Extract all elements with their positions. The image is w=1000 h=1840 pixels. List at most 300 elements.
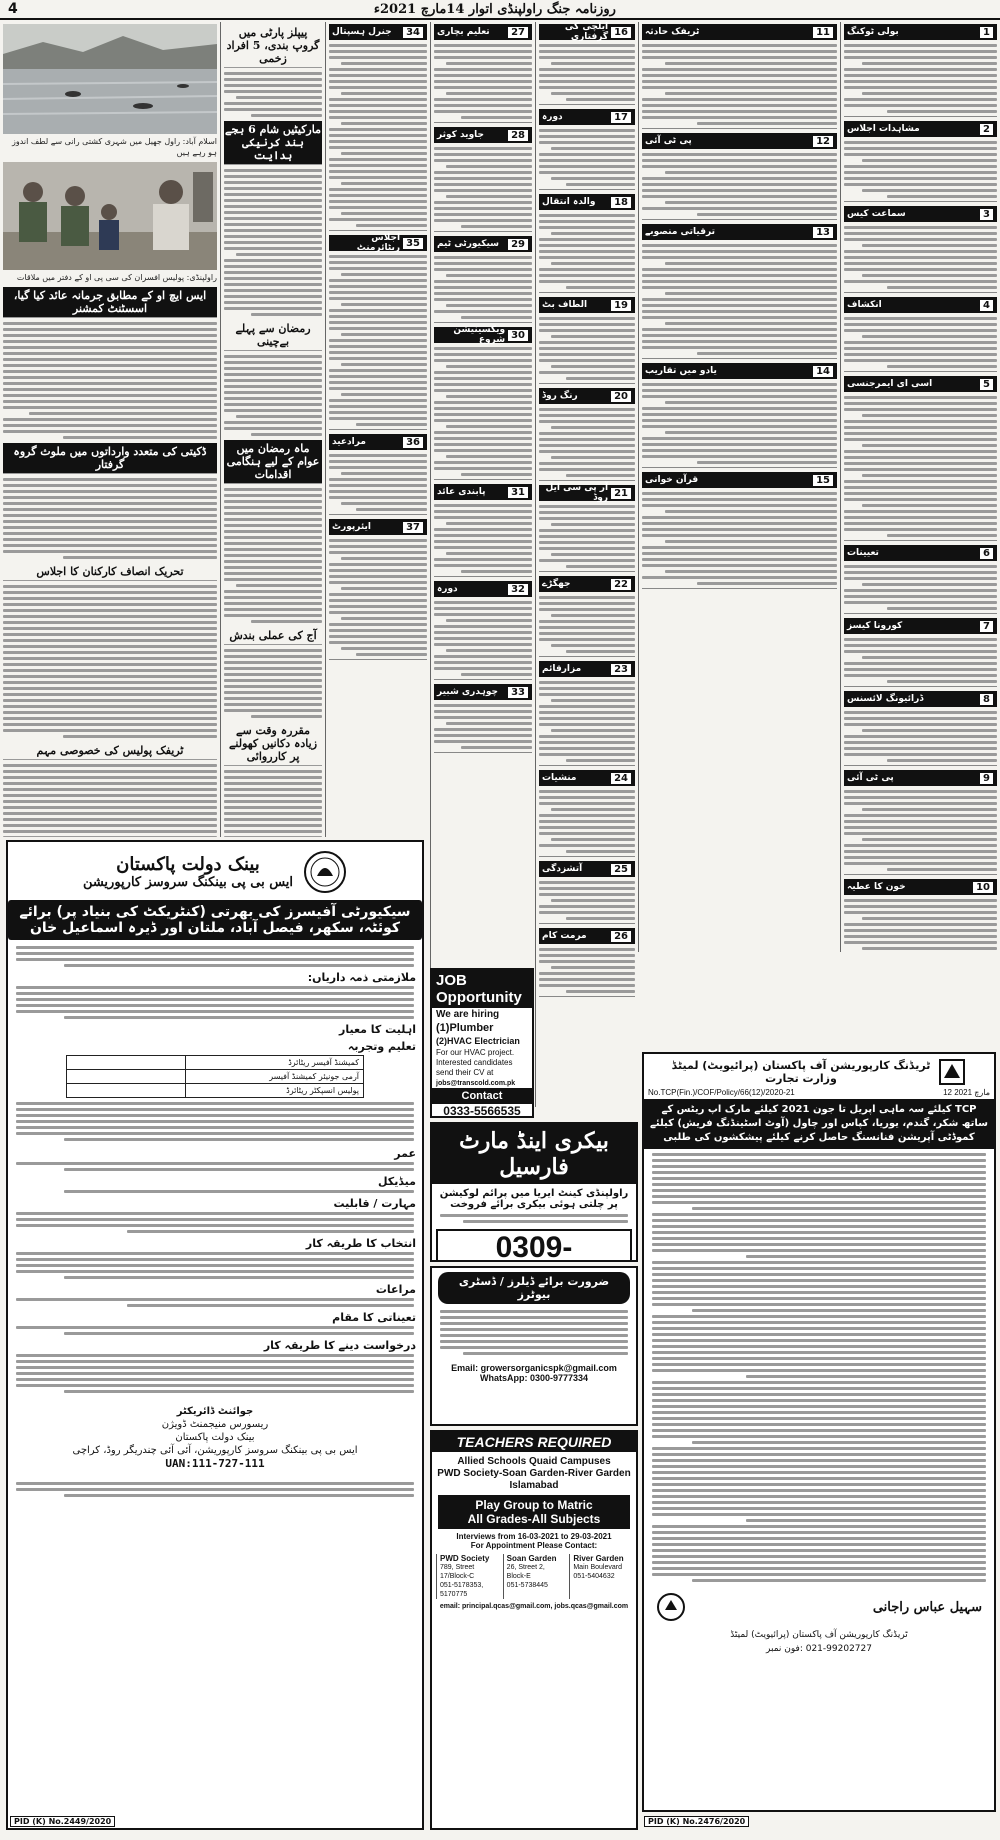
job-contact-label: Contact — [432, 1088, 532, 1104]
news-story — [844, 691, 997, 766]
story-title: آتشزدگی — [542, 864, 583, 874]
article-text — [224, 353, 322, 436]
table-cell: کمیشنڈ آفیسر ریٹائرڈ — [185, 1056, 363, 1070]
article-text — [3, 320, 217, 439]
story-text — [539, 42, 635, 101]
article-text — [224, 70, 322, 117]
tcp-phone: 021-99202727 :فون نمبر — [766, 1644, 872, 1654]
story-number: 14 — [812, 365, 834, 378]
news-column-4 — [430, 22, 535, 982]
story-number: 25 — [610, 863, 632, 876]
ad-text — [8, 1162, 422, 1171]
story-header — [539, 861, 635, 877]
story-header — [434, 581, 532, 597]
teachers-email[interactable]: email: principal.qcas@gmail.com, jobs.qcas@gmail.com — [439, 1603, 629, 1610]
story-title: رنگ روڈ — [542, 391, 578, 401]
story-text — [642, 490, 837, 585]
bakery-text: راولپنڈی کینٹ ایریا میں پرائم لوکیشن پر چلتی ہوئی بیکری برائے فروخت — [439, 1188, 629, 1210]
news-column-3 — [535, 22, 638, 1107]
grades-range: Play Group to Matric — [475, 1498, 593, 1512]
news-story — [434, 236, 532, 323]
article-text — [224, 647, 322, 718]
news-story — [844, 618, 997, 687]
story-title: مرمت کام — [542, 931, 587, 941]
headline-2: مارکیٹیں شام 6 بجے بند کرنیکی ہدایت — [224, 121, 322, 165]
story-text — [844, 897, 997, 952]
news-story — [539, 861, 635, 924]
sbp-name: بینک دولت پاکستان — [175, 1432, 255, 1443]
news-story — [539, 297, 635, 384]
story-title: سماعت کیس — [847, 209, 906, 219]
story-text — [434, 145, 532, 228]
article-text — [3, 476, 217, 559]
story-text — [844, 139, 997, 198]
story-text — [642, 381, 837, 464]
story-header — [844, 618, 997, 634]
story-number: 23 — [610, 663, 632, 676]
story-number: 16 — [610, 26, 632, 39]
story-number: 29 — [507, 238, 529, 251]
story-title: جاوید کوثر — [437, 130, 485, 140]
ad-text — [8, 946, 422, 967]
story-header — [539, 24, 635, 40]
news-story — [844, 376, 997, 541]
story-text — [434, 42, 532, 119]
story-text — [642, 42, 837, 125]
campus-phone: 051-5738445 — [506, 1582, 548, 1589]
news-story — [539, 770, 635, 857]
story-number: 37 — [402, 521, 424, 534]
story-text — [434, 502, 532, 573]
bakery-sale-ad — [430, 1122, 638, 1262]
story-number: 6 — [979, 547, 994, 560]
story-text — [539, 594, 635, 653]
ad-text — [8, 1212, 422, 1233]
dealer-email[interactable]: Email: growersorganicspk@gmail.com — [451, 1363, 617, 1373]
story-title: الطاف بٹ — [542, 300, 588, 310]
sec-medical: میڈیکل — [377, 1175, 416, 1188]
news-column-6 — [220, 22, 325, 837]
story-text — [539, 503, 635, 568]
story-title: دورہ — [437, 584, 458, 594]
story-header — [844, 770, 997, 786]
story-title: دورہ — [542, 112, 563, 122]
dealers-ad — [430, 1266, 638, 1426]
sec-benefits: مراعات — [375, 1283, 416, 1296]
sec-posting: تعیناتی کا مقام — [332, 1311, 416, 1324]
job-description: For our HVAC project. Interested candidates send their CV at — [436, 1048, 515, 1077]
story-header — [539, 388, 635, 404]
bakery-title: بیکری اینڈ مارٹ فارسیل — [432, 1124, 636, 1184]
story-text — [434, 702, 532, 749]
school-address: PWD Society-Soan Garden-River Garden — [437, 1468, 631, 1479]
story-title: پی ٹی آئی — [847, 773, 894, 783]
sec-age: عمر — [394, 1147, 416, 1160]
story-title: خون کا عطیہ — [847, 882, 906, 892]
story-text — [539, 946, 635, 993]
job-hiring: We are hiring — [436, 1009, 500, 1020]
news-story — [642, 24, 837, 129]
news-story — [844, 24, 997, 117]
story-header — [642, 224, 837, 240]
story-title: یادو میں تقاریب — [645, 366, 717, 376]
story-text — [844, 394, 997, 537]
ad-text — [8, 986, 422, 1019]
story-title: تعلیم بچاری — [437, 27, 490, 37]
sec-selection: انتخاب کا طریقہ کار — [305, 1237, 416, 1250]
news-story — [642, 224, 837, 359]
story-text — [329, 537, 427, 656]
tcp-ref-number: No.TCP(Fin.)/COF/Policy/66(12)/2020-21 — [648, 1088, 795, 1097]
tcp-signatory: سہیل عباس راجانی — [872, 1599, 982, 1615]
story-title: کورونا کیسز — [847, 621, 903, 631]
story-title: جھگڑے — [542, 579, 571, 589]
campus-address: 26, Street 2, Block-E — [506, 1564, 545, 1580]
story-header — [539, 297, 635, 313]
news-story — [434, 127, 532, 232]
interview-dates: Interviews from 16-03-2021 to 29-03-2021 — [456, 1532, 612, 1541]
sbp-address: ایس بی پی بینکنگ سروسز کارپوریشن، آئی آئی چندریگر روڈ، کراچی — [72, 1445, 358, 1456]
story-title: پابندی عائد — [437, 487, 486, 497]
news-story — [844, 545, 997, 614]
story-header — [642, 472, 837, 488]
appointment-note: For Appointment Please Contact: — [470, 1541, 598, 1550]
story-header — [329, 519, 427, 535]
story-header — [844, 545, 997, 561]
news-story — [434, 24, 532, 123]
story-header — [539, 661, 635, 677]
story-title: انکشاف — [847, 300, 882, 310]
tcp-ministry: وزارت تجارت — [765, 1072, 837, 1085]
story-header — [434, 327, 532, 343]
news-story — [844, 879, 997, 952]
headline-1: پیپلز پارٹی میں گروپ بندی، 5 افراد زخمی — [224, 24, 322, 68]
story-text — [844, 315, 997, 368]
ad-text — [8, 1252, 422, 1279]
ad-text — [8, 1190, 422, 1193]
story-header — [539, 194, 635, 210]
headline-3: رمضان سے پہلے بےچینی — [224, 320, 322, 351]
story-number: 21 — [610, 487, 632, 500]
job-opportunity-ad — [430, 968, 534, 1118]
news-story — [539, 485, 635, 572]
campus-phone: 051-5404632 — [573, 1573, 615, 1580]
tcp-pid: PID (K) No.2476/2020 — [644, 1816, 749, 1827]
school-city: Islamabad — [509, 1480, 559, 1491]
lake-photo — [3, 24, 217, 134]
photo-caption-1: اسلام آباد: راول جھیل میں شہری کشتی رانی سے لطف اندوز ہو رہے ہیں — [11, 137, 217, 157]
story-number: 30 — [507, 329, 529, 342]
signature-block — [8, 1405, 422, 1470]
story-header — [539, 928, 635, 944]
story-number: 35 — [402, 237, 424, 250]
page-number: 4 — [8, 1, 18, 17]
story-number: 1 — [979, 26, 994, 39]
story-number: 19 — [610, 299, 632, 312]
story-text — [434, 599, 532, 676]
article-text — [224, 768, 322, 837]
story-text — [844, 224, 997, 289]
news-story — [434, 327, 532, 480]
tcp-tender-ad — [642, 1052, 996, 1812]
headline-7b: ڈکیتی کی متعدد وارداتوں میں ملوث گروہ گرفتار — [3, 443, 217, 474]
story-header — [844, 376, 997, 392]
story-title: قرآن خوانی — [645, 475, 699, 485]
campus-item — [503, 1554, 566, 1599]
story-header — [642, 363, 837, 379]
story-number: 36 — [402, 436, 424, 449]
tcp-banner: TCP کیلئے سہ ماہی اپریل تا جون 2021 کیلئے مارک اپ ریٹس کے ساتھ شکر، گندم، یوریا، کپاس اور چاول (آوٹ اسٹینڈنگ فریش) کیلئے کموڈٹی آپریشن فنانسنگ حاصل کرنے کیلئے پیشکشوں کی طلبی — [644, 1099, 994, 1149]
news-story — [642, 133, 837, 220]
story-number: 11 — [812, 26, 834, 39]
news-story — [642, 363, 837, 468]
news-story — [539, 576, 635, 657]
story-title: ایلچی کی گرفتاری — [564, 22, 609, 42]
story-header — [642, 133, 837, 149]
school-name: Allied Schools Quaid Campuses — [457, 1456, 611, 1467]
table-row — [66, 1070, 363, 1084]
tender-text — [644, 1149, 994, 1586]
story-text — [329, 42, 427, 227]
article-text — [224, 167, 322, 316]
news-story — [844, 297, 997, 372]
story-header — [844, 297, 997, 313]
story-title: بولی ٹوکنگ — [847, 27, 899, 37]
story-text — [844, 709, 997, 762]
photo-caption-2: راولپنڈی: پولیس افسران کی سی پی او کے دفتر میں ملاقات — [16, 273, 217, 282]
story-text — [539, 315, 635, 380]
news-story — [329, 434, 427, 515]
article-text — [3, 583, 217, 738]
story-text — [642, 151, 837, 216]
story-title: والدہ انتقال — [542, 197, 596, 207]
ad-text — [8, 1354, 422, 1393]
story-title: اجلاس ریٹائرمنٹ — [356, 233, 401, 253]
story-number: 10 — [972, 881, 994, 894]
teachers-grades — [438, 1495, 630, 1529]
eligibility-table — [66, 1055, 364, 1098]
story-number: 31 — [507, 486, 529, 499]
news-story — [329, 519, 427, 660]
campus-phone: 051-5178353, 5170775 — [440, 1582, 484, 1598]
story-title: اسی ای ایمرجنسی — [847, 379, 933, 389]
story-header — [329, 434, 427, 450]
story-number: 34 — [402, 26, 424, 39]
story-title: چوہدری شبیر — [437, 687, 498, 697]
sbp-subtitle: ایس بی پی بینکنگ سروسز کارپوریشن — [82, 875, 294, 890]
story-title: ترقیاتی منصوبے — [645, 227, 715, 237]
story-title: مشاہدات اجلاس — [847, 124, 920, 134]
news-story — [539, 661, 635, 766]
grades-subjects: All Grades-All Subjects — [467, 1512, 601, 1526]
table-row — [66, 1084, 363, 1098]
story-title: مرادعید — [332, 437, 366, 447]
headline-7a: ایس ایچ او کے مطابق جرمانہ عائد کیا گیا، اسسٹنٹ کمشنر — [3, 287, 217, 318]
dealer-title: ضرورت برائے ڈیلرز / ڈسٹری بیوٹرز — [438, 1272, 630, 1304]
story-header — [539, 109, 635, 125]
story-number: 9 — [979, 772, 994, 785]
news-story — [434, 581, 532, 680]
news-story — [539, 388, 635, 481]
headline-6: مقررہ وقت سے زیادہ دکانیں کھولنے پر کارروائی — [224, 722, 322, 766]
story-text — [329, 452, 427, 511]
story-header — [434, 127, 532, 143]
sbp-recruitment-ad — [6, 840, 424, 1830]
table-cell: آرمی جونیئر کمیشنڈ آفیسر — [185, 1070, 363, 1084]
signatory: جوائنٹ ڈائریکٹر — [176, 1406, 254, 1417]
table-cell: پولیس انسپکٹر ریٹائرڈ — [185, 1084, 363, 1098]
story-number: 5 — [979, 378, 994, 391]
news-column-7 — [0, 22, 220, 837]
sec-education: تعلیم وتجربہ — [347, 1040, 416, 1053]
news-column-2 — [638, 22, 840, 952]
story-title: سیکیورٹی ٹیم — [437, 239, 499, 249]
dealer-whatsapp[interactable]: WhatsApp: 0300-9777334 — [479, 1373, 589, 1383]
ad-text — [8, 1100, 422, 1143]
story-number: 28 — [507, 129, 529, 142]
pakistan-emblem-icon — [656, 1592, 686, 1622]
story-number: 3 — [979, 208, 994, 221]
tcp-org: ٹریڈنگ کارپوریشن آف پاکستان (پرائیویٹ) لمیٹڈ — [671, 1059, 931, 1072]
story-text — [434, 254, 532, 319]
headline-5: آج کی عملی بندش — [224, 627, 322, 645]
story-number: 33 — [507, 686, 529, 699]
tcp-org-footer: ٹریڈنگ کارپوریشن آف پاکستان (پرائیویٹ) لمیٹڈ — [730, 1630, 908, 1640]
news-story — [434, 484, 532, 577]
news-story — [329, 24, 427, 231]
headline-7c: تحریک انصاف کارکنان کا اجلاس — [3, 563, 217, 581]
story-text — [844, 636, 997, 683]
story-number: 13 — [812, 226, 834, 239]
story-text — [844, 42, 997, 113]
bakery-phone[interactable]: 0309- — [436, 1229, 632, 1262]
story-text — [844, 788, 997, 871]
story-title: جنرل ہسپتال — [332, 27, 392, 37]
story-text — [539, 212, 635, 289]
news-story — [539, 24, 635, 105]
division: ریسورس منیجمنٹ ڈویژن — [161, 1419, 269, 1430]
story-header — [642, 24, 837, 40]
news-story — [539, 194, 635, 293]
story-number: 2 — [979, 123, 994, 136]
masthead — [0, 0, 1000, 20]
ad-footer-text — [8, 1470, 422, 1497]
ad-text — [432, 1214, 636, 1223]
story-number: 8 — [979, 693, 994, 706]
news-story — [844, 206, 997, 293]
headline-7d: ٹریفک پولیس کی خصوصی مہم — [3, 742, 217, 760]
story-number: 18 — [610, 196, 632, 209]
job-position-2: (2)HVAC Electrician — [436, 1036, 520, 1046]
story-header — [329, 235, 427, 251]
campus-name: Soan Garden — [506, 1554, 557, 1563]
sec-skills: مہارت / قابلیت — [333, 1197, 416, 1210]
story-number: 4 — [979, 299, 994, 312]
news-story — [844, 121, 997, 202]
story-text — [539, 788, 635, 853]
story-text — [329, 253, 427, 426]
article-text — [224, 486, 322, 623]
campus-name: River Garden — [573, 1554, 624, 1563]
article-text — [3, 762, 217, 837]
story-number: 22 — [610, 578, 632, 591]
story-header — [844, 879, 997, 895]
job-email[interactable]: jobs@transcold.com.pk — [436, 1080, 516, 1087]
story-number: 20 — [610, 390, 632, 403]
news-story — [434, 684, 532, 753]
news-story — [642, 472, 837, 589]
newspaper-dateline: روزنامہ جنگ راولپنڈی اتوار 14مارچ 2021ء — [373, 1, 616, 17]
campus-address: Main Boulevard — [573, 1564, 622, 1571]
story-text — [844, 563, 997, 610]
campus-name: PWD Society — [440, 1554, 490, 1563]
story-header — [539, 770, 635, 786]
tcp-reference-row — [644, 1086, 994, 1099]
sec-apply: درخواست دینے کا طریقہ کار — [263, 1339, 416, 1352]
story-number: 7 — [979, 620, 994, 633]
story-text — [539, 406, 635, 477]
teachers-title: TEACHERS REQUIRED — [432, 1432, 636, 1452]
story-number: 17 — [610, 111, 632, 124]
story-text — [434, 345, 532, 476]
story-title: ٹریفک حادثہ — [645, 27, 700, 37]
sbp-logo-icon — [303, 850, 347, 894]
story-header — [434, 24, 532, 40]
tcp-date: 12 مارچ 2021 — [943, 1088, 990, 1097]
story-header — [539, 485, 635, 501]
job-phone[interactable]: 0333-5566535 — [443, 1104, 521, 1118]
table-row — [66, 1056, 363, 1070]
story-title: ڈرائیونگ لائسنس — [847, 694, 924, 704]
job-title: JOB Opportunity — [432, 970, 532, 1008]
officials-photo — [3, 162, 217, 270]
sbp-pid: PID (K) No.2449/2020 — [10, 1816, 115, 1827]
news-story — [329, 235, 427, 430]
story-text — [539, 127, 635, 186]
story-title: ایئرپورٹ — [332, 522, 371, 532]
uan-number: UAN:111-727-111 — [165, 1457, 265, 1470]
job-position-1: (1)Plumber — [436, 1022, 494, 1034]
campus-item — [436, 1554, 499, 1599]
sbp-banner: سیکیورٹی آفیسرز کی بھرتی (کنٹریکٹ کی بنیاد پر) برائے کوئٹہ، سکھر، فیصل آباد، ملتان اور ڈیرہ اسماعیل خان — [8, 900, 422, 940]
story-title: مزارقائم — [542, 664, 582, 674]
campus-list — [436, 1554, 632, 1599]
story-header — [434, 236, 532, 252]
story-header — [539, 576, 635, 592]
story-title: پی ٹی آئی — [645, 136, 692, 146]
story-title: ویکسینیشن شروع — [453, 325, 506, 345]
story-number: 15 — [812, 474, 834, 487]
sec-duties: ملازمتی ذمہ داریاں: — [307, 971, 416, 984]
story-title: آر پی سی ایل روڈ — [545, 483, 609, 503]
ad-text — [432, 1308, 636, 1357]
campus-item — [569, 1554, 632, 1599]
headline-4: ماہ رمضان میں عوام کے لیے ہنگامی اقدامات — [224, 440, 322, 484]
story-header — [844, 206, 997, 222]
story-number: 24 — [610, 772, 632, 785]
news-column-1 — [840, 22, 1000, 952]
story-header — [434, 684, 532, 700]
story-header — [434, 484, 532, 500]
ad-text — [8, 1326, 422, 1335]
story-text — [642, 242, 837, 355]
story-number: 12 — [812, 135, 834, 148]
story-number: 27 — [507, 26, 529, 39]
sbp-title: بینک دولت پاکستان — [116, 854, 260, 875]
tcp-logo-icon — [938, 1058, 966, 1086]
story-header — [329, 24, 427, 40]
news-story — [539, 109, 635, 190]
